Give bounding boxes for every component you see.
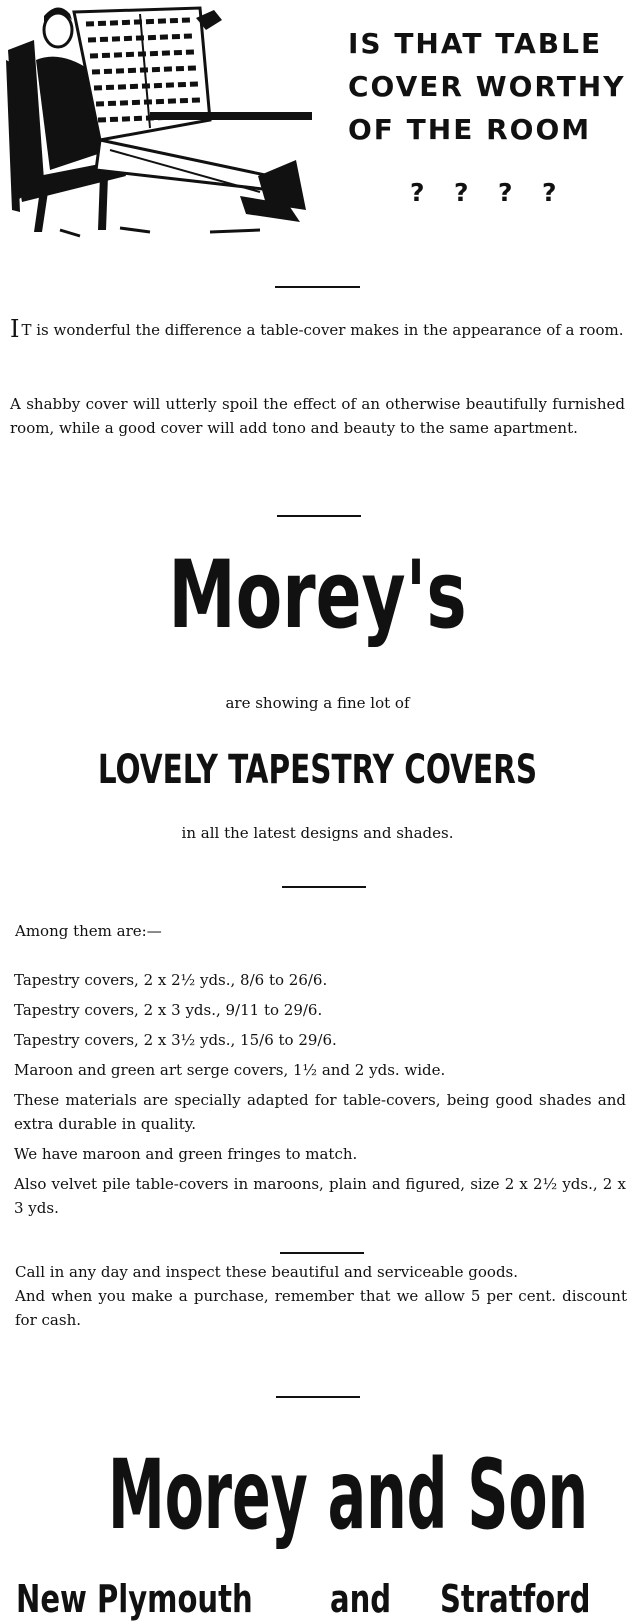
list-item: Also velvet pile table-covers in maroons, plain and figured, size 2 x 2½ yds., 2 x 3 yds. bbox=[14, 1175, 626, 1217]
question-mark: ? bbox=[410, 178, 425, 207]
list-item: Tapestry covers, 2 x 3 yds., 9/11 to 29/6. bbox=[14, 1001, 323, 1019]
closing-line-1: Call in any day and inspect these beautiful and serviceable goods. bbox=[15, 1263, 519, 1281]
list-item: Maroon and green art serge covers, 1½ and 2 yds. wide. bbox=[14, 1061, 446, 1079]
intro-paragraph-1-text: T is wonderful the difference a table-cover makes in the appearance of a room. bbox=[21, 321, 624, 339]
showing-text: are showing a fine lot of bbox=[225, 694, 410, 712]
headline bbox=[348, 22, 628, 151]
divider-rule bbox=[277, 515, 361, 517]
list-item: We have maroon and green fringes to match. bbox=[14, 1145, 358, 1163]
and-text: and bbox=[330, 1577, 392, 1621]
drop-cap: I bbox=[10, 315, 20, 343]
headline-line-3: OF THE ROOM bbox=[348, 113, 592, 146]
divider-rule bbox=[280, 1252, 364, 1254]
question-mark: ? bbox=[454, 178, 469, 207]
cover-list bbox=[14, 968, 626, 1220]
headline-line-2: COVER WORTHY bbox=[348, 70, 626, 103]
designs-text: in all the latest designs and shades. bbox=[181, 824, 454, 842]
intro-paragraph-2: A shabby cover will utterly spoil the effect of an otherwise beautifully furnished room, while a good cover will add tono and beauty to the same apartment. bbox=[10, 395, 625, 437]
divider-rule bbox=[276, 1396, 360, 1398]
list-item: Tapestry covers, 2 x 2½ yds., 8/6 to 26/6. bbox=[14, 971, 328, 989]
list-item: These materials are specially adapted for table-covers, being good shades and extra durable in quality. bbox=[14, 1091, 626, 1133]
intro-paragraph-1 bbox=[10, 315, 625, 343]
question-marks bbox=[410, 178, 586, 207]
list-intro: Among them are:— bbox=[15, 922, 162, 940]
company-name: Morey and Son bbox=[107, 1439, 589, 1551]
divider-rule bbox=[275, 286, 360, 288]
headline-line-1: IS THAT TABLE bbox=[348, 27, 603, 60]
divider-rule bbox=[282, 886, 366, 888]
list-item: Tapestry covers, 2 x 3½ yds., 15/6 to 29/6. bbox=[14, 1031, 337, 1049]
closing-line-2: And when you make a purchase, remember that we allow 5 per cent. discount for cash. bbox=[15, 1287, 627, 1329]
newspaper-reader-illustration bbox=[0, 0, 320, 250]
product-heading: LOVELY TAPESTRY COVERS bbox=[97, 747, 538, 793]
question-mark: ? bbox=[498, 178, 513, 207]
town-new-plymouth: New Plymouth bbox=[16, 1577, 253, 1621]
town-stratford: Stratford bbox=[440, 1577, 591, 1621]
brand-heading: Morey's bbox=[168, 541, 467, 650]
question-mark: ? bbox=[542, 178, 557, 207]
